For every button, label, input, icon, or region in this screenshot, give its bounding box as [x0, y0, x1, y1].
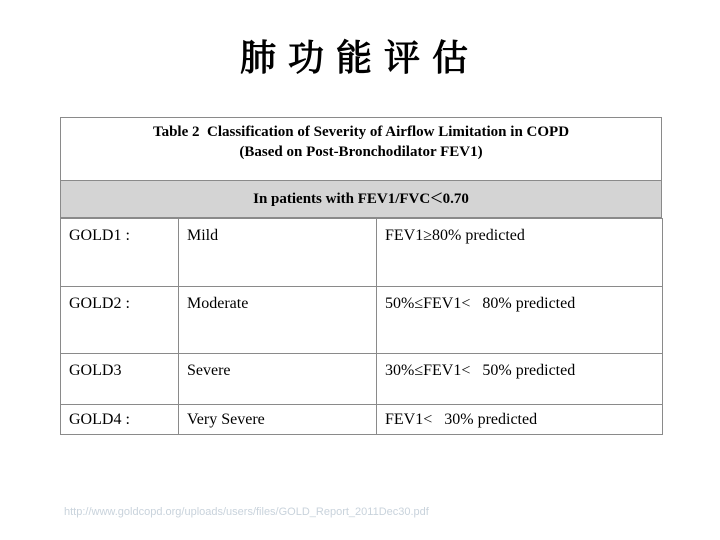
caption-title: Table 2 Classification of Severity of Airflow Limitation in COPD: [152, 124, 570, 140]
severity-cell: Severe: [179, 354, 377, 405]
table-row: [61, 405, 663, 435]
criterion-cell: 30%≤FEV1< 50% predicted: [377, 354, 663, 405]
grade-cell: GOLD3: [61, 354, 179, 405]
table-row: [61, 354, 663, 405]
table-subheader: [60, 180, 662, 218]
subheader-text: In patients with FEV1/FVC: [253, 191, 431, 207]
caption-subtitle: (Based on Post-Bronchodilator FEV1): [239, 144, 483, 160]
severity-table: [60, 218, 663, 435]
grade-cell: GOLD1 :: [61, 219, 179, 287]
table-row: [61, 219, 663, 287]
criterion-cell: FEV1≥80% predicted: [377, 219, 663, 287]
page-title: 肺功能评估: [239, 38, 480, 79]
severity-cell: Very Severe: [179, 405, 377, 435]
subheader-value: 0.70: [442, 191, 469, 207]
grade-cell: GOLD2 :: [61, 287, 179, 354]
grade-cell: GOLD4 :: [61, 405, 179, 435]
criterion-cell: FEV1< 30% predicted: [377, 405, 663, 435]
severity-cell: Moderate: [179, 287, 377, 354]
table-row: [61, 287, 663, 354]
table-caption: [60, 117, 662, 180]
source-link[interactable]: http://www.goldcopd.org/uploads/users/files/GOLD_Report_2011Dec30.pdf: [64, 506, 429, 518]
less-than-symbol: <: [430, 185, 443, 210]
severity-cell: Mild: [179, 219, 377, 287]
criterion-cell: 50%≤FEV1< 80% predicted: [377, 287, 663, 354]
